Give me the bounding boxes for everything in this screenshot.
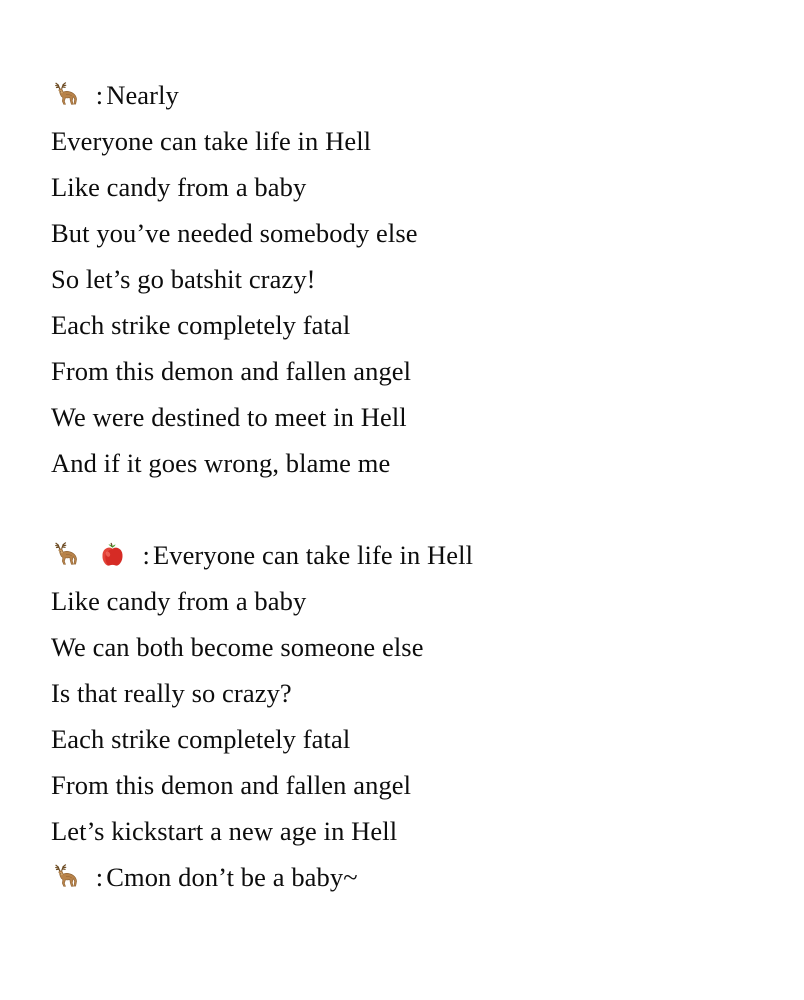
deer-icon (51, 81, 80, 110)
red-apple-icon (98, 541, 127, 570)
lyrics-line (51, 440, 764, 486)
lyrics-line-text: Everyone can take life in Hell (51, 126, 372, 156)
lyrics-line-text: Everyone can take life in Hell (152, 540, 474, 570)
lyrics-line-text: We can both become someone else (51, 632, 424, 662)
speaker-separator: : (95, 80, 104, 110)
lyrics-line-text: From this demon and fallen angel (51, 356, 412, 386)
lyrics-line-text: Like candy from a baby (51, 172, 307, 202)
speaker-label (51, 854, 106, 900)
lyrics-line (51, 302, 764, 348)
lyrics-line (51, 624, 764, 670)
lyrics-line-text: Let’s kickstart a new age in Hell (51, 816, 398, 846)
speaker-separator: : (95, 862, 104, 892)
deer-icon (51, 863, 80, 892)
lyrics-line (51, 532, 764, 578)
lyrics-line-text: Cmon don’t be a baby~ (106, 862, 358, 892)
lyrics-stanza (51, 72, 764, 486)
lyrics-line-text: From this demon and fallen angel (51, 770, 412, 800)
lyrics-line (51, 670, 764, 716)
lyrics-line-text: Like candy from a baby (51, 586, 307, 616)
lyrics-line (51, 716, 764, 762)
lyrics-line (51, 854, 764, 900)
lyrics-line (51, 210, 764, 256)
lyrics-line-text: And if it goes wrong, blame me (51, 448, 391, 478)
lyrics-line (51, 72, 764, 118)
lyrics-line-text: Is that really so crazy? (51, 678, 292, 708)
lyrics-line (51, 348, 764, 394)
lyrics-line (51, 118, 764, 164)
lyrics-line (51, 256, 764, 302)
lyrics-stanza (51, 532, 764, 900)
lyrics-line-text: Each strike completely fatal (51, 724, 351, 754)
speaker-label (51, 532, 153, 578)
lyrics-line-text: Each strike completely fatal (51, 310, 351, 340)
lyrics-line (51, 762, 764, 808)
speaker-separator: : (142, 540, 150, 570)
deer-icon (51, 541, 80, 570)
lyrics-line-text: Nearly (106, 80, 179, 110)
lyrics-line-text: So let’s go batshit crazy! (51, 264, 316, 294)
lyrics-line-text: But you’ve needed somebody else (51, 218, 418, 248)
lyrics-line (51, 808, 764, 854)
lyrics-body (51, 72, 764, 900)
lyrics-line (51, 164, 764, 210)
lyrics-line (51, 394, 764, 440)
lyrics-line (51, 578, 764, 624)
lyrics-line-text: We were destined to meet in Hell (51, 402, 407, 432)
speaker-label (51, 72, 106, 118)
